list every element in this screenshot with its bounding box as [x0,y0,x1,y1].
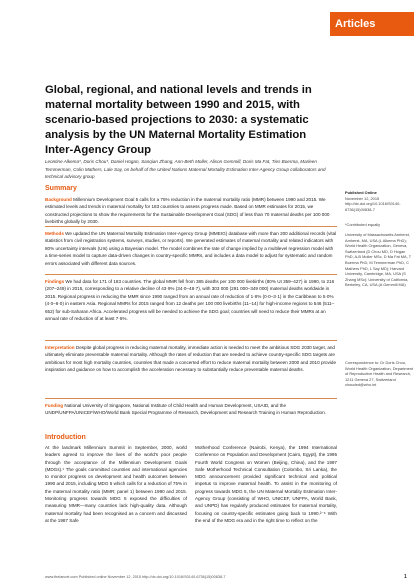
affiliations: University of Massachusetts Amherst, Amherst, MA, USA (L Alkema PhD); World Health Organization, Geneva, Switzerland (D Chou MD, D Hogan PhD, A-B Moller MSc, D Ma Fat MA, T Boerma PhD, M Temmerman PhD, C Mathers PhD, L Say MD); Harvard University, Cambridge, MA, USA (S Zhang MSc); University of California, Berkeley, CA, USA (A Gemmill MA) [345,232,412,288]
doi-link[interactable]: November 12, 2015 http://dx.doi.org/10.1016/S0140-6736(15)00838-7 [345,195,401,212]
funding-label: Funding [45,403,64,408]
abstract-background [45,196,337,226]
contrib-note: *Contributed equally [345,222,381,227]
abstract-findings [45,278,337,322]
background-label: Background [45,197,72,202]
methods-label: Methods [45,231,64,236]
abstract-interpretation [45,344,337,374]
divider [45,398,337,399]
background-text: Millennium Development Goal 5 calls for a 75% reduction in the maternal mortality ratio (MMR) between 1990 and 2015. We estimated levels and trends in maternal mortality for 183 countries to assess progress made. Based on MMR estimates for 2015, we constructed projections to show the requirements for the Sustainable Development Goal (SDG) of less than 70 maternal deaths per 100 000 livebirths globally by 2030. [45,197,330,225]
intro-column-1: At the landmark Millennium Summit in September, 2000, world leaders agreed to improve the lives of the world's poor people through the acceptance of the Millennium Development Goals (MDGs).¹ The goals committed countries and international agencies to monitor progress on development and health outcomes between 1990 and 2015, including MDG 5 which calls for a reduction of 75% in the maternal mortality ratio (MMR; panel 1) between 1990 and 2015. Monitoring progress towards MDG 5 exposed the difficulties of measuring MMR—many countries lack high-quality data. Although maternal mortality had been recognised as a concern and discussed at the 1987 Safe [45,445,187,523]
summary-heading: Summary [45,185,77,192]
divider [45,274,337,275]
publication-info [345,190,415,212]
findings-label: Findings [45,279,65,284]
correspondence: Correspondence to: Dr Doris Chou, World Health Organization, Department of Reproductive Health and Research, 1211 Geneva 27, Switzerland chouded@who.int [345,360,414,388]
funding-text: National University of Singapore, National Institute of Child Health and Human Development, USAID, and the UNDP/UNFPA/UNICEF/WHO/World Bank Special Programme of Research, Development and Research Training in Human Reproduction. [45,403,326,416]
published-label: Published Online [345,190,377,195]
divider [45,226,337,227]
interpretation-text: Despite global progress in reducing maternal mortality, immediate action is needed to meet the ambitious SDG 2030 target, and ultimately eliminate preventable maternal mortality. Although the rates of reduction that are needed to achieve country-specific SDG targets are ambitious for most high mortality countries, countries that made a concerted effort to reduce maternal mortality between 2000 and 2010 provide inspiration and guidance on how to accomplish the acceleration necessary to substantially reduce preventable maternal deaths. [45,345,337,373]
abstract-methods [45,230,337,267]
methods-text: We updated the UN Maternal Mortality Estimation Inter-Agency Group (MMEIG) database with more than 200 additional records (vital statistics from civil registration systems, surveys, studies, or reports). We generated estimates of maternal mortality and related indicators with 80% uncertainty intervals (UIs) using a Bayesian model. The model combines the rate of change implied by a multilevel regression model with a time-series model to capture data-driven changes in country-specific MMRs, and includes a data model to adjust for systematic and random errors associated with different data sources. [45,231,337,266]
findings-text: We had data for 171 of 183 countries. The global MMR fell from 385 deaths per 100 000 livebirths (80% UI 359–427) in 1990, to 216 (207–249) in 2015, corresponding to a relative decline of 43·9% (34·0–48·7), with 303 000 (291 000–349 000) maternal deaths worldwide in 2015. Regional progress in reducing the MMR since 1990 ranged from an annual rate of reduction of 1·8% (0·0–3·1) in the Caribbean to 5·0% (4·0–6·0) in eastern Asia. Regional MMRs for 2015 ranged from 12 deaths per 100 000 livebirths (11–14) for high-income regions to 546 (511–652) for sub-Saharan Africa. Accelerated progress will be needed to achieve the SDG goal; countries will need to reduce their MMRs at an annual rate of reduction of at least 7·5%. [45,279,335,322]
interpretation-label: Interpretation [45,345,75,350]
author-list: Leontine Alkema*, Doris Chou*, Daniel Hogan, Sanqian Zhang, Ann-Beth Moller, Alison Gemmill, Doris Ma Fat, Ties Boerma, Marleen Temmerman, Colin Mathers, Lale Say, on behalf of the United Nations Maternal Mortality Estimation Inter-Agency Group collaborators and technical advisory group [45,159,326,179]
page-number: 1 [404,574,407,580]
divider [45,340,337,341]
footer-citation: www.thelancet.com Published online November 12, 2015 http://dx.doi.org/10.1016/S0140-6736(15)00838-7 [45,575,226,579]
introduction-heading: Introduction [45,434,86,441]
abstract-funding [45,402,337,417]
intro-column-2: Motherhood Conference (Nairobi, Kenya), the 1994 International Conference on Population and Development (Cairo, Egypt), the 1995 Fourth World Congress on Women (Beijing, China), and the 1997 Safe Motherhood Technical Consultation (Colombo, Sri Lanka), the MDG announcement provided significant technical and political impetus to improve maternal health. To assist in the monitoring of progress towards MDG 5, the UN Maternal Mortality Estimation Inter-Agency Group (consisting of WHO, UNICEF, UNFPA, World Bank, and UNPD) has regularly produced estimates for maternal mortality, focusing on country-specific estimates going back to 1990.²⁻⁶ With the end of the MDG era and in the right time to reflect on the [195,445,337,523]
section-label: Articles [335,18,376,30]
article-title: Global, regional, and national levels and trends in maternal mortality between 1990 and 2015, with scenario-based projections to 2030: a systematic analysis by the UN Maternal Mortality Estimation Inter-Agency Group [45,84,312,156]
